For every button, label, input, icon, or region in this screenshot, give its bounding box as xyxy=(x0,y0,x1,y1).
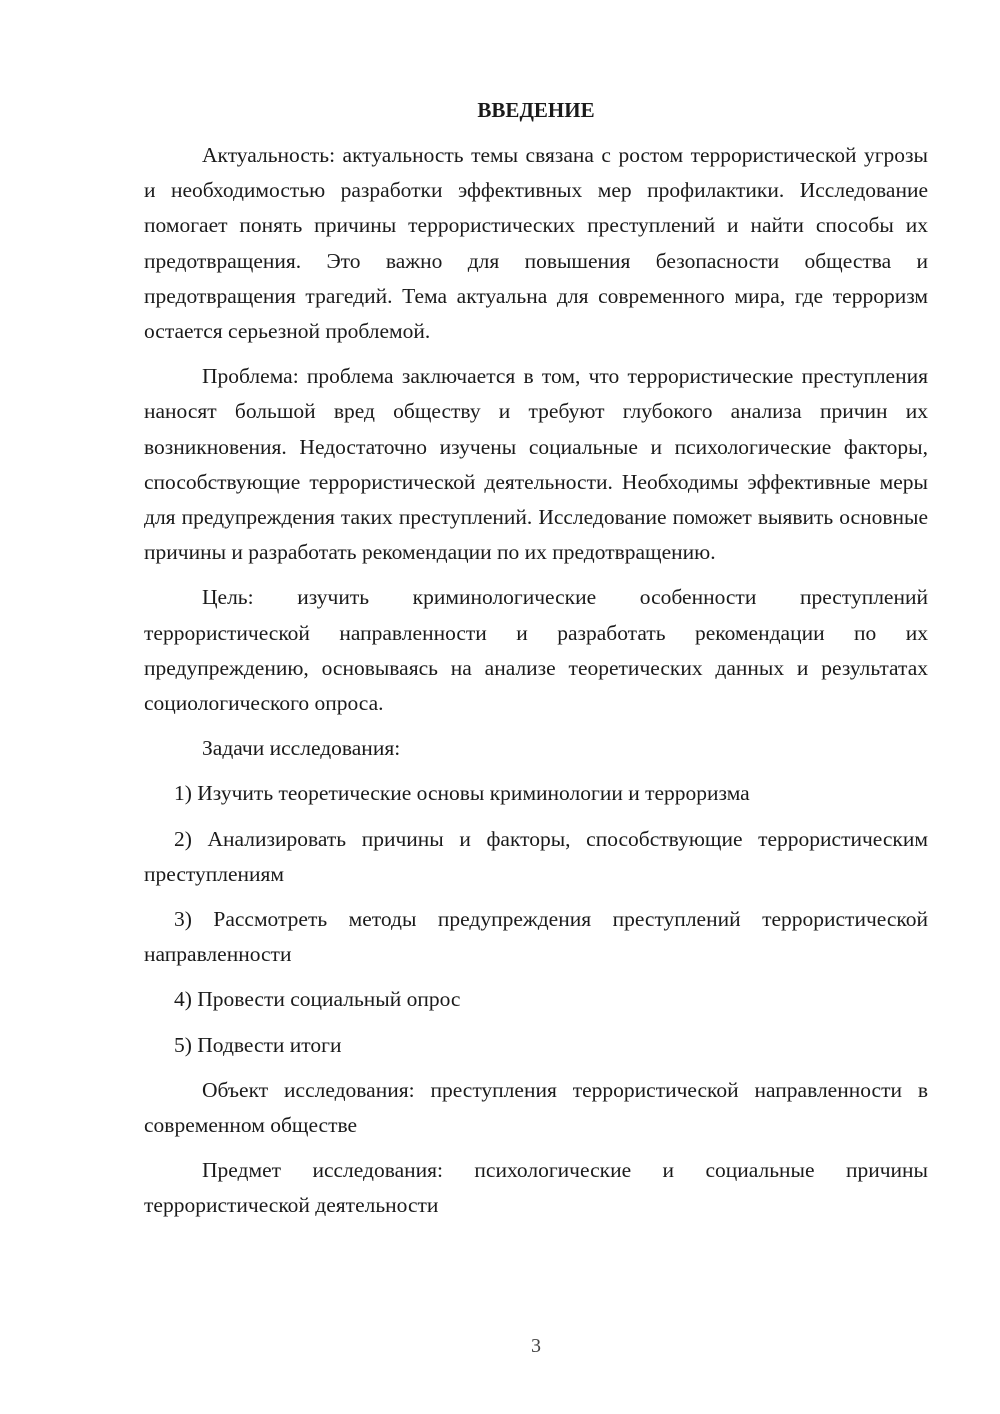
task-item: 3) Рассмотреть методы предупреждения преступлений террористической направленности xyxy=(144,907,928,967)
research-subject-paragraph: Предмет исследования: психологические и социальные причины террористической деятельности xyxy=(144,1158,928,1218)
section-heading: ВВЕДЕНИЕ xyxy=(477,98,595,122)
document-page xyxy=(144,94,928,1234)
research-object-paragraph: Объект исследования: преступления террористической направленности в современном обществе xyxy=(144,1077,928,1138)
task-item: 2) Анализировать причины и факторы, способствующие террористическим преступлениям xyxy=(144,826,928,886)
goal-paragraph: Цель: изучить криминологические особенности преступлений террористической направленности и разработать рекомендации по их предупреждению, основываясь на анализе теоретических данных и результатах социологического опроса. xyxy=(144,585,928,716)
problem-paragraph: Проблема: проблема заключается в том, что террористические преступления наносят большой вред обществу и требуют глубокого анализа причин их возникновения. Недостаточно изучены социальные и психологические факторы, способствующие террористической деятельности. Необходимы эффективные меры для предупреждения таких преступлений. Исследование поможет выявить основные причины и разработать рекомендации по их предотвращению. xyxy=(144,364,928,565)
task-item: 4) Провести социальный опрос xyxy=(174,987,461,1012)
relevance-paragraph: Актуальность: актуальность темы связана с ростом террористической угрозы и необходимостью разработки эффективных мер профилактики. Исследование помогает понять причины террористических преступлений и найти способы их предотвращения. Это важно для повышения безопасности общества и предотвращения трагедий. Тема актуальна для современного мира, где терроризм остается серьезной проблемой. xyxy=(144,143,928,344)
tasks-heading: Задачи исследования: xyxy=(202,736,401,761)
task-item: 1) Изучить теоретические основы криминологии и терроризма xyxy=(174,781,750,806)
page-number: 3 xyxy=(531,1335,541,1357)
task-item: 5) Подвести итоги xyxy=(174,1032,342,1057)
